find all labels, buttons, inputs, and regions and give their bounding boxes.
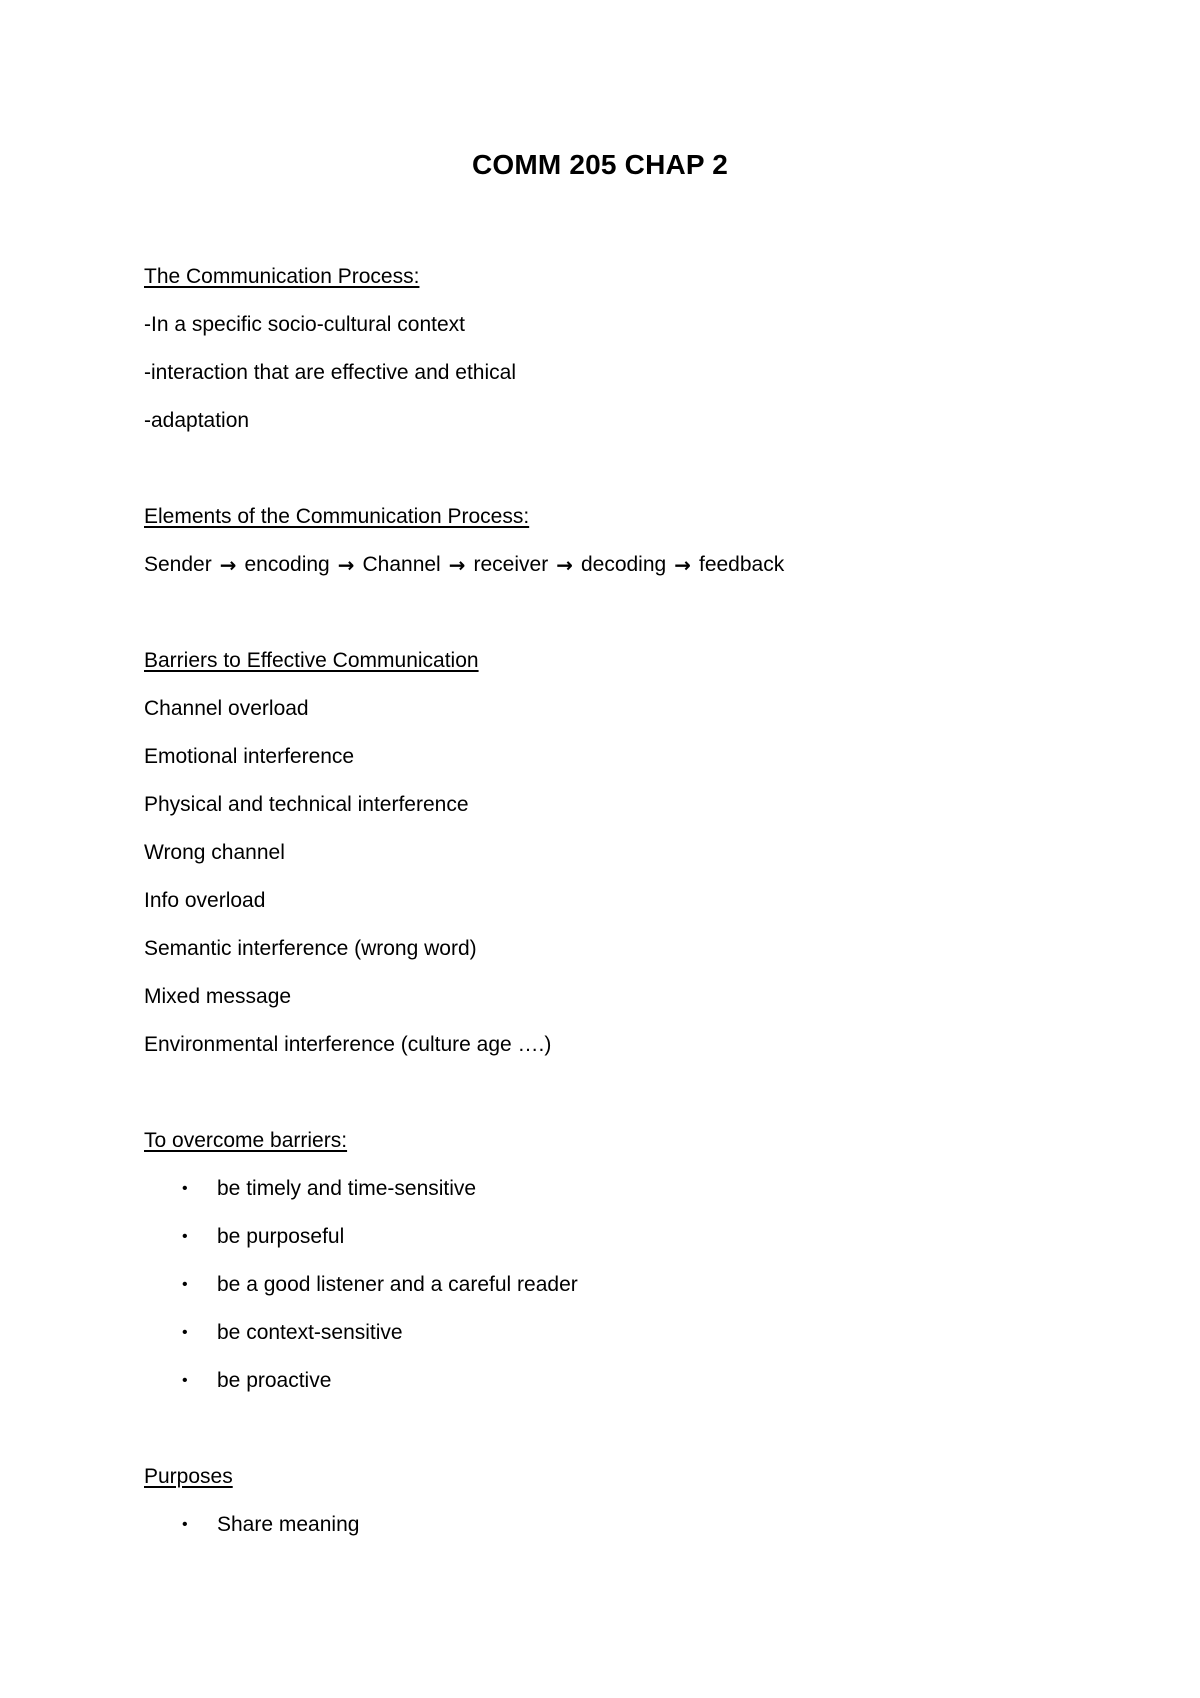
document-title: COMM 205 CHAP 2 (471, 149, 729, 180)
section-spacer (144, 1078, 1124, 1126)
barrier-item: Semantic interference (wrong word) (144, 937, 477, 960)
barrier-item: Wrong channel (144, 841, 285, 864)
list-item (144, 1318, 1124, 1348)
flow-step-channel: Channel (362, 553, 441, 576)
list-item-text: be proactive (217, 1369, 332, 1392)
section-spacer (144, 454, 1124, 502)
section-heading-overcome-barriers: To overcome barriers: (144, 1129, 348, 1152)
process-item: -interaction that are effective and ethical (144, 361, 517, 384)
communication-flow (144, 550, 1124, 580)
right-arrow-icon: → (674, 553, 691, 577)
barrier-item: Info overload (144, 889, 266, 912)
flow-step-feedback: feedback (698, 553, 785, 576)
process-item: -In a specific socio-cultural context (144, 313, 465, 336)
list-item (144, 1222, 1124, 1252)
document-body (144, 262, 1124, 1558)
list-item (144, 1174, 1124, 1204)
flow-step-sender: Sender (144, 553, 212, 576)
flow-step-receiver: receiver (473, 553, 549, 576)
list-item-text: be a good listener and a careful reader (217, 1273, 578, 1296)
barrier-item: Emotional interference (144, 745, 355, 768)
list-item-text: be timely and time-sensitive (217, 1177, 477, 1200)
bullet-icon: • (182, 1324, 188, 1341)
barrier-item: Environmental interference (culture age ….) (144, 1033, 552, 1056)
barrier-item: Channel overload (144, 697, 309, 720)
bullet-icon: • (182, 1372, 188, 1389)
section-spacer (144, 598, 1124, 646)
right-arrow-icon: → (219, 553, 237, 577)
right-arrow-icon: → (556, 553, 573, 577)
bullet-icon: • (182, 1276, 188, 1293)
right-arrow-icon: → (448, 553, 466, 577)
barrier-item: Physical and technical interference (144, 793, 469, 816)
flow-step-encoding: encoding (244, 553, 330, 576)
section-heading-elements: Elements of the Communication Process: (144, 505, 530, 528)
bullet-icon: • (182, 1516, 188, 1533)
barrier-item: Mixed message (144, 985, 292, 1008)
list-item-text: be purposeful (217, 1225, 345, 1248)
section-spacer (144, 1414, 1124, 1462)
list-item (144, 1270, 1124, 1300)
right-arrow-icon: → (337, 553, 355, 577)
list-item-text: Share meaning (217, 1513, 360, 1536)
bullet-icon: • (182, 1180, 188, 1197)
list-item-text: be context-sensitive (217, 1321, 403, 1344)
section-heading-barriers: Barriers to Effective Communication (144, 649, 479, 672)
section-heading-purposes: Purposes (144, 1465, 233, 1488)
section-heading-communication-process: The Communication Process: (144, 265, 420, 288)
process-item: -adaptation (144, 409, 250, 432)
bullet-icon: • (182, 1228, 188, 1245)
list-item (144, 1366, 1124, 1396)
list-item (144, 1510, 1124, 1540)
flow-step-decoding: decoding (580, 553, 667, 576)
